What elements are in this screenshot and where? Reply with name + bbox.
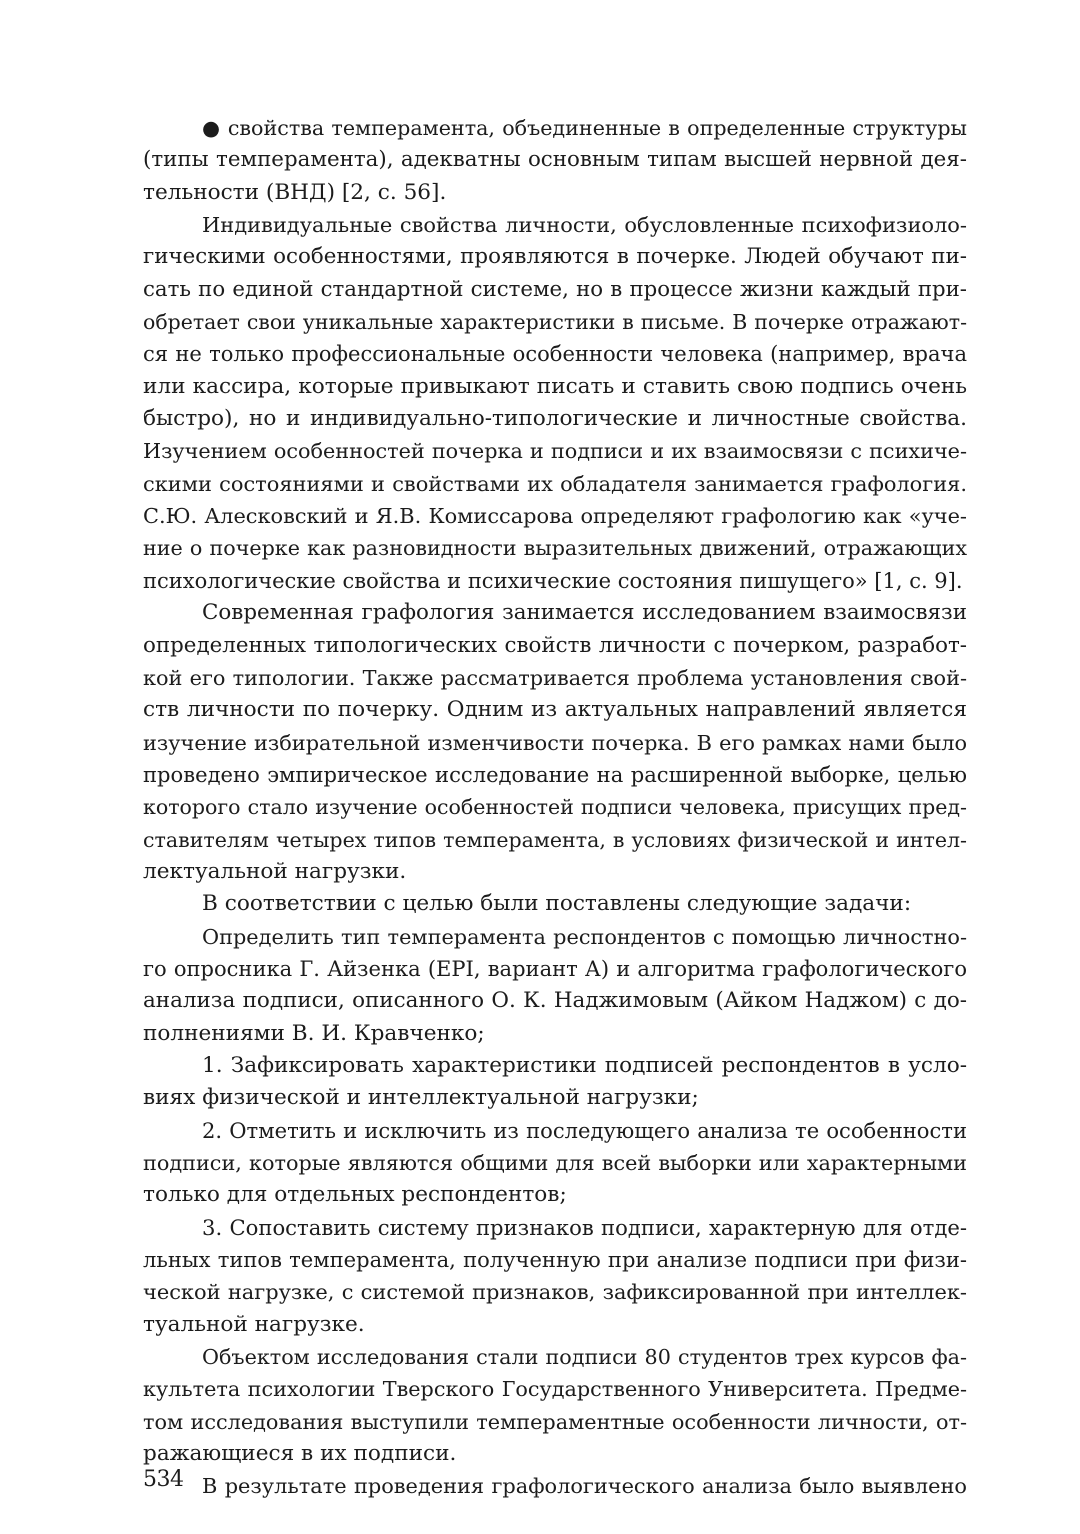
paragraph-task-1	[143, 1050, 967, 1115]
text-line: ств личности по почерку. Одним из актуальных направлений является	[143, 697, 967, 723]
text-line: С.Ю. Алесковский и Я.В. Комиссарова определяют графологию как «уче-	[143, 504, 967, 529]
text-line: 2. Отметить и исключить из последующего анализа те особенности	[202, 1117, 967, 1143]
paragraph-task-2	[143, 1115, 967, 1212]
text-line: или кассира, которые привыкают писать и ставить свою подпись очень	[143, 373, 967, 399]
text-line: льных типов темперамента, полученную при анализе подписи при физи-	[143, 1247, 967, 1273]
paragraph-tasks-intro	[143, 888, 967, 920]
text-line: проведено эмпирическое исследование на расширенной выборке, целью	[143, 761, 967, 787]
text-line: которого стало изучение особенностей подписи человека, присущих пред-	[143, 795, 967, 820]
text-line: гическими особенностями, проявляются в почерке. Людей обучают пи-	[143, 244, 967, 270]
text-line: быстро), но и индивидуально-типологические и личностные свойства.	[143, 406, 967, 432]
text-line: виях физической и интеллектуальной нагрузки;	[143, 1085, 699, 1111]
text-line: тельности (ВНД) [2, с. 56].	[143, 179, 447, 205]
text-line: ся не только профессиональные особенности человека (например, врача	[143, 341, 967, 367]
text-line: сать по единой стандартной системе, но в процессе жизни каждый при-	[143, 276, 967, 302]
text-line: скими состояниями и свойствами их обладателя занимается графология.	[143, 471, 967, 496]
paragraph-object	[143, 1341, 967, 1470]
text-line: кой его типологии. Также рассматривается проблема установления свой-	[143, 665, 967, 690]
page-number: 534	[143, 1467, 184, 1492]
text-line: Современная графология занимается исследованием взаимосвязи	[202, 600, 967, 626]
text-line: ние о почерке как разновидности выразительных движений, отражающих	[143, 536, 967, 561]
text-line: 3. Сопоставить систему признаков подписи, характерную для отде-	[202, 1214, 967, 1240]
paragraph-results	[143, 1470, 967, 1502]
text-line: ражающиеся в их подписи.	[143, 1441, 457, 1467]
paragraph-task-define	[143, 921, 967, 1050]
text-line: обретает свои уникальные характеристики в письме. В почерке отражают-	[143, 310, 967, 335]
text-line: полнениями В. И. Кравченко;	[143, 1020, 485, 1046]
text-line: подписи, которые являются общими для всей выборки или характерными	[143, 1151, 967, 1175]
text-line: ческой нагрузке, с системой признаков, зафиксированной при интеллек-	[143, 1280, 967, 1305]
text-line: лектуальной нагрузки.	[143, 858, 407, 884]
text-line: изучение избирательной изменчивости почерка. В его рамках нами было	[143, 730, 967, 755]
text-line: В результате проведения графологического анализа было выявлено	[202, 1474, 967, 1499]
paragraph-modern-graphology	[143, 597, 967, 888]
bullet-temperament	[143, 112, 967, 209]
text-line: Определить тип темперамента респондентов с помощью личностно-	[202, 924, 967, 949]
text-line: туальной нагрузке.	[143, 1311, 365, 1337]
text-line: Изучением особенностей почерка и подписи и их взаимосвязи с психиче-	[143, 439, 967, 464]
text-line: культета психологии Тверского Государственного Университета. Предме-	[143, 1377, 967, 1402]
body-text	[143, 112, 967, 1503]
text-line: только для отдельных респондентов;	[143, 1182, 567, 1208]
text-line: го опросника Г. Айзенка (EPI, вариант А) и алгоритма графологического	[143, 955, 967, 981]
text-line: Индивидуальные свойства личности, обусловленные психофизиоло-	[202, 213, 967, 238]
text-line: анализа подписи, описанного О. К. Наджимовым (Айком Наджом) с до-	[143, 988, 967, 1014]
text-line: определенных типологических свойств личности с почерком, разработ-	[143, 632, 967, 658]
text-line: (типы темперамента), адекватны основным типам высшей нервной дея-	[143, 147, 967, 173]
text-line: 1. Зафиксировать характеристики подписей респондентов в усло-	[202, 1052, 967, 1078]
text-line: Объектом исследования стали подписи 80 студентов трех курсов фа-	[202, 1345, 967, 1370]
paragraph-task-3	[143, 1212, 967, 1341]
text-line: психологические свойства и психические состояния пишущего» [1, с. 9].	[143, 567, 963, 593]
text-line: том исследования выступили темпераментные особенности личности, от-	[143, 1409, 967, 1434]
text-line: ставителям четырех типов темперамента, в условиях физической и интел-	[143, 827, 967, 852]
text-line: В соответствии с целью были поставлены следующие задачи:	[202, 891, 912, 917]
text-line: ● свойства темперамента, объединенные в определенные структуры	[202, 116, 967, 140]
paragraph-handwriting	[143, 209, 967, 597]
